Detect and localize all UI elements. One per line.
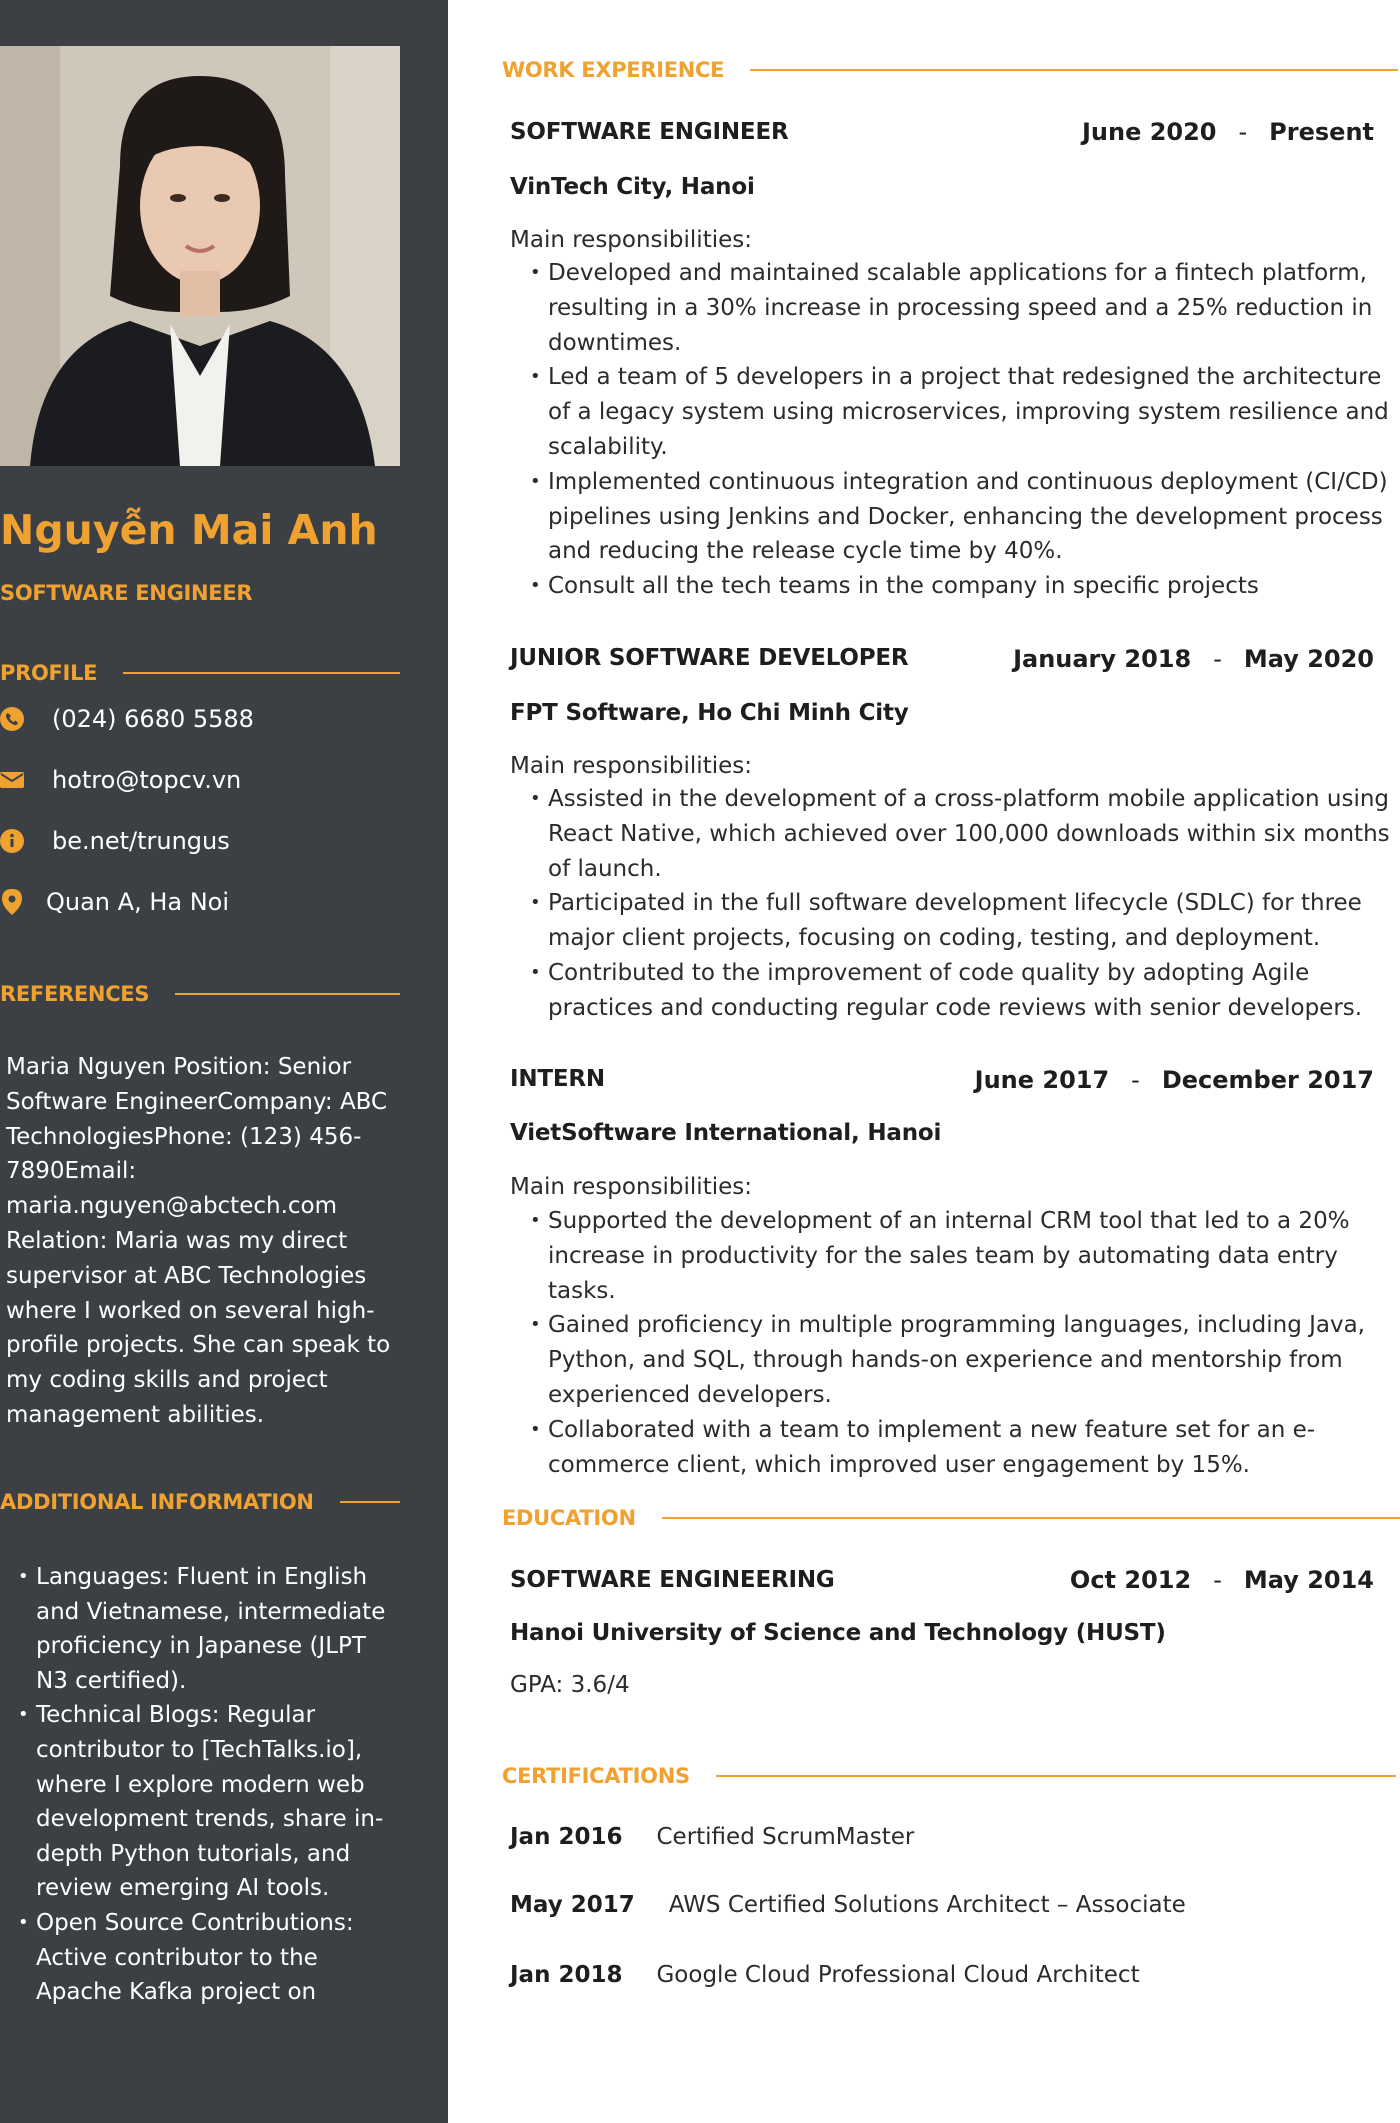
certification-date: May 2017 [510,1892,635,1918]
certification-name: AWS Certified Solutions Architect – Associate [668,1892,1186,1918]
education-heading [502,1506,1400,1530]
contact-email-text: hotro@topcv.vn [52,766,242,794]
list-item: • Implemented continuous integration and continuous deployment (CI/CD) pipelines using Jenkins and Docker, enhancing the development process and reducing the release cycle time by 40%. [530,465,1390,569]
date-separator: - [1213,645,1222,673]
references-heading-rule [175,993,400,995]
profile-photo [0,46,400,466]
list-item: • Supported the development of an internal CRM tool that led to a 20% increase in productivity for the sales team by automating data entry tasks. [530,1204,1390,1308]
job-end-date: December 2017 [1161,1066,1374,1094]
additional-info-list [18,1560,388,2010]
responsibilities-list [530,782,1390,1026]
contact-location [0,888,229,916]
contact-website [0,827,230,855]
phone-icon [0,707,24,731]
list-item: • Contributed to the improvement of code quality by adopting Agile practices and conducting regular code reviews with senior developers. [530,956,1390,1026]
list-item: • Led a team of 5 developers in a project that redesigned the architecture of a legacy system using microservices, improving system resilience and scalability. [530,360,1390,464]
job-dates [1013,645,1374,673]
location-pin-icon [0,890,24,914]
certifications-heading-label: CERTIFICATIONS [502,1764,690,1788]
job-start-date: June 2020 [1081,118,1217,146]
work-experience-heading-label: WORK EXPERIENCE [502,58,725,82]
email-icon [0,768,24,792]
responsibilities-list [530,256,1390,604]
date-separator: - [1238,118,1248,146]
profile-heading-rule [123,672,400,674]
list-item: • Developed and maintained scalable applications for a fintech platform, resulting in a 30% increase in processing speed and a 25% reduction in downtimes. [530,256,1390,360]
responsibilities-label: Main responsibilities: [510,227,752,253]
candidate-name: Nguyễn Mai Anh [0,506,378,554]
references-heading-label: REFERENCES [0,982,150,1006]
certification-item [510,1962,1140,1988]
job-title: SOFTWARE ENGINEER [510,119,789,145]
list-item: • Open Source Contributions: Active contributor to the Apache Kafka project on [18,1906,388,2010]
contact-email [0,766,241,794]
education-heading-label: EDUCATION [502,1506,636,1530]
job-organization: FPT Software, Ho Chi Minh City [510,700,909,726]
candidate-title: SOFTWARE ENGINEER [0,581,253,605]
additional-info-heading-rule [340,1501,400,1503]
job-title: JUNIOR SOFTWARE DEVELOPER [510,645,909,671]
gpa-text: GPA: 3.6/4 [510,1672,630,1698]
certifications-heading [502,1764,1396,1788]
list-item: • Assisted in the development of a cross-platform mobile application using React Native, which achieved over 100,000 downloads within six months of launch. [530,782,1390,886]
certification-item [510,1824,914,1850]
references-text: Maria Nguyen Position: Senior Software EngineerCompany: ABC TechnologiesPhone: (123) 456-7890Email: maria.nguyen@abctech.com Relation: Maria was my direct supervisor at ABC Technologies where I worked on several high-profile projects. She can speak to my coding skills and project management abilities. [6,1054,391,1428]
education-end-date: May 2014 [1243,1566,1374,1594]
list-item: • Gained proficiency in multiple programming languages, including Java, Python, and SQL, through hands-on experience and mentorship from experienced developers. [530,1308,1390,1412]
list-item: • Consult all the tech teams in the company in specific projects [530,569,1390,604]
list-item: • Technical Blogs: Regular contributor to [TechTalks.io], where I explore modern web development trends, share in-depth Python tutorials, and review emerging AI tools. [18,1698,388,1906]
sidebar [0,0,448,2123]
certification-date: Jan 2016 [510,1824,623,1850]
job-start-date: June 2017 [974,1066,1110,1094]
additional-info-heading-label: ADDITIONAL INFORMATION [0,1490,314,1514]
contact-phone-text: (024) 6680 5588 [52,705,254,733]
date-separator: - [1131,1066,1140,1094]
job-organization: VietSoftware International, Hanoi [510,1120,942,1146]
profile-heading [0,661,400,685]
contact-phone [0,705,254,733]
certifications-heading-rule [716,1775,1396,1777]
certification-name: Certified ScrumMaster [656,1824,915,1850]
references-heading [0,982,400,1006]
job-end-date: May 2020 [1243,645,1374,673]
job-organization: VinTech City, Hanoi [510,174,755,200]
work-experience-heading [502,58,1398,82]
contact-location-text: Quan A, Ha Noi [46,888,230,916]
certification-date: Jan 2018 [510,1962,623,1988]
profile-heading-label: PROFILE [0,661,98,685]
list-item: • Languages: Fluent in English and Vietnamese, intermediate proficiency in Japanese (JLPT N3 certified). [18,1560,388,1698]
job-dates [975,1066,1374,1094]
education-heading-rule [662,1517,1400,1519]
contact-website-text: be.net/trungus [52,827,230,855]
list-item: • Collaborated with a team to implement a new feature set for an e-commerce client, which improved user engagement by 15%. [530,1413,1390,1483]
certification-item [510,1892,1186,1918]
job-start-date: January 2018 [1013,645,1192,673]
responsibilities-label: Main responsibilities: [510,753,752,779]
certification-name: Google Cloud Professional Cloud Architect [656,1962,1140,1988]
responsibilities-list [530,1204,1390,1482]
education-start-date: Oct 2012 [1069,1566,1192,1594]
job-end-date: Present [1269,118,1374,146]
job-dates [1082,118,1374,146]
responsibilities-label: Main responsibilities: [510,1174,752,1200]
date-separator: - [1213,1566,1222,1594]
work-experience-heading-rule [750,69,1398,71]
job-title: INTERN [510,1066,605,1092]
additional-info-heading [0,1490,400,1514]
school-name: Hanoi University of Science and Technology (HUST) [510,1620,1166,1646]
degree-title: SOFTWARE ENGINEERING [510,1567,835,1593]
behance-icon [0,829,24,853]
education-dates [1070,1566,1374,1594]
list-item: • Participated in the full software development lifecycle (SDLC) for three major client projects, focusing on coding, testing, and deployment. [530,886,1390,956]
